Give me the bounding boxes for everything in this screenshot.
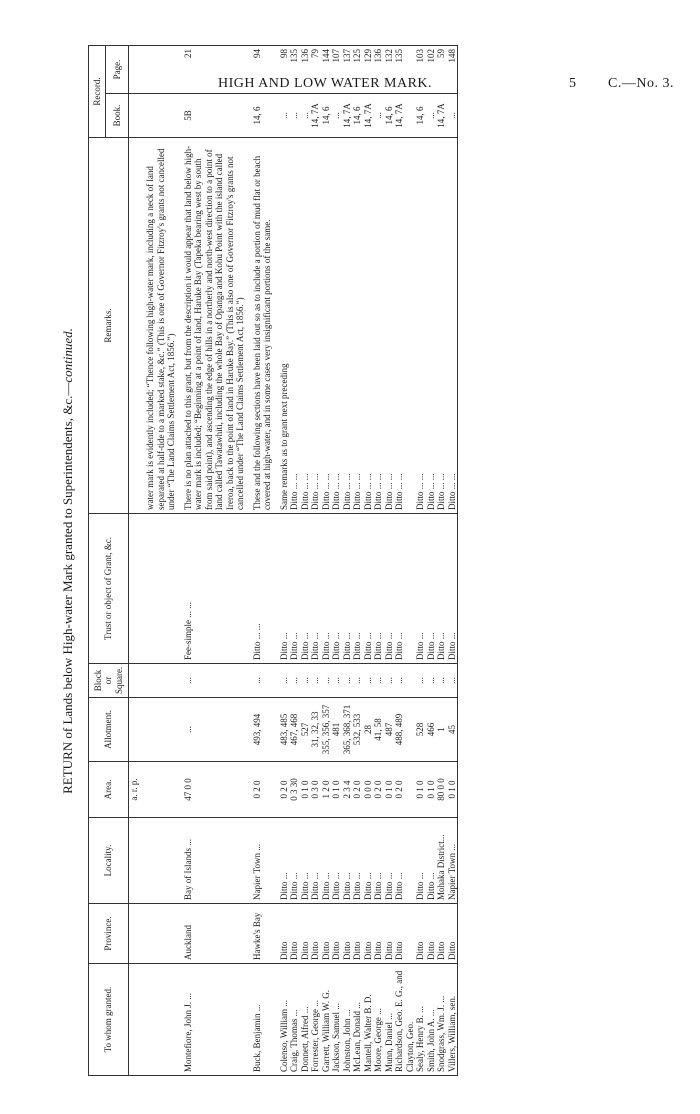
cell-book: 14, 6	[415, 94, 426, 138]
cell-allotment: 466	[426, 698, 437, 762]
cell-block: ...	[426, 664, 437, 698]
cell-remarks: Ditto ... ...	[384, 138, 395, 514]
cell-province: Ditto	[279, 904, 290, 964]
col-allotment: Allotment.	[89, 698, 129, 762]
cell-locality: Ditto ...	[331, 818, 342, 904]
cell-remarks: Ditto ... ...	[447, 138, 458, 514]
cell-trust: Ditto ...	[363, 514, 374, 664]
cell-book: 14, 7A	[436, 94, 447, 138]
cell-block: ...	[447, 664, 458, 698]
cell-book	[145, 94, 177, 138]
table-row	[447, 46, 458, 1076]
cell-locality: Ditto ...	[373, 818, 384, 904]
table-row	[342, 46, 353, 1076]
cell-province: Ditto	[384, 904, 395, 964]
cell-block: ...	[279, 664, 290, 698]
col-book: Book.	[106, 94, 129, 138]
cell-grantee: Jackson, Samuel ...	[331, 964, 342, 1076]
cell-province: Ditto	[363, 904, 374, 964]
table-row	[183, 46, 246, 1076]
cell-block: ...	[436, 664, 447, 698]
table-row	[310, 46, 321, 1076]
table-row	[436, 46, 447, 1076]
cell-province: Ditto	[321, 904, 332, 964]
cell-allotment: 527	[300, 698, 311, 762]
cell-trust: Ditto ...	[300, 514, 311, 664]
cell-remarks: Ditto ... ...	[342, 138, 353, 514]
cell-province: Ditto	[394, 904, 415, 964]
cell-trust: Ditto ...	[310, 514, 321, 664]
cell-area: 0 1 0	[331, 762, 342, 818]
cell-locality: Mohaka District...	[436, 818, 447, 904]
cell-book: ...	[279, 94, 290, 138]
cell-book: ...	[447, 94, 458, 138]
cell-page: 137	[342, 46, 353, 94]
cell-locality: Ditto ...	[321, 818, 332, 904]
cell-locality: Ditto ...	[289, 818, 300, 904]
cell-book: 14, 7A	[342, 94, 353, 138]
cell-page: 94	[252, 46, 273, 94]
cell-page: 102	[426, 46, 437, 94]
cell-allotment: 528	[415, 698, 426, 762]
cell-grantee: Johnston, John ...	[342, 964, 353, 1076]
cell-page: 125	[352, 46, 363, 94]
cell-page: 107	[331, 46, 342, 94]
cell-area: 0 1 0	[384, 762, 395, 818]
cell-allotment	[145, 698, 177, 762]
cell-trust: Ditto ...	[289, 514, 300, 664]
cell-block: ...	[289, 664, 300, 698]
cell-block: ...	[300, 664, 311, 698]
table-row	[415, 46, 426, 1076]
cell-locality: Ditto ...	[394, 818, 415, 904]
cell-locality: Ditto ...	[310, 818, 321, 904]
cell-area: 0 1 0	[415, 762, 426, 818]
document-number: C.—No. 3.	[608, 76, 674, 91]
table-row	[426, 46, 437, 1076]
cell-allotment: 45	[447, 698, 458, 762]
cell-allotment: 487	[384, 698, 395, 762]
cell-grantee: McLean, Donald ...	[352, 964, 363, 1076]
cell-block: ...	[331, 664, 342, 698]
cell-locality: Ditto ...	[352, 818, 363, 904]
cell-book: ...	[331, 94, 342, 138]
header-row	[89, 46, 106, 1076]
cell-page: 98	[279, 46, 290, 94]
cell-province: Auckland	[183, 904, 246, 964]
cell-province: Ditto	[447, 904, 458, 964]
cell-province: Ditto	[310, 904, 321, 964]
cell-locality: Ditto ...	[279, 818, 290, 904]
cell-block: ...	[321, 664, 332, 698]
cell-area: 2 3 4	[342, 762, 353, 818]
cell-grantee	[145, 964, 177, 1076]
cell-book: 14, 6	[384, 94, 395, 138]
lands-return-table	[88, 45, 458, 1076]
cell-grantee: Richardson, Geo. E. G., and Clayton, Geo.	[394, 964, 415, 1076]
cell-trust: Fee-simple ... ...	[183, 514, 246, 664]
cell-grantee: Smith, John A. ...	[426, 964, 437, 1076]
cell-allotment: 31, 32, 33	[310, 698, 321, 762]
area-units: a. r. p.	[129, 762, 146, 818]
cell-book: 14, 6	[352, 94, 363, 138]
cell-book: 14, 7A	[394, 94, 415, 138]
cell-page: 135	[394, 46, 415, 94]
cell-area: 0 0 0	[363, 762, 374, 818]
col-record: Record.	[89, 46, 106, 138]
page-number: 5	[569, 76, 577, 91]
col-area: Area.	[89, 762, 129, 818]
cell-page: 136	[300, 46, 311, 94]
cell-locality: Napier Town ...	[447, 818, 458, 904]
table-row	[363, 46, 374, 1076]
cell-remarks: These and the following sections have been laid out so as to include a portion of mud flat or beach covered at high-water, and in some cases very insignificant portions of the same.	[252, 138, 273, 514]
cell-province: Hawke's Bay	[252, 904, 273, 964]
cell-trust: Ditto ...	[394, 514, 415, 664]
cell-province	[145, 904, 177, 964]
table-row	[394, 46, 415, 1076]
cell-trust: Ditto ...	[384, 514, 395, 664]
cell-book: ...	[373, 94, 384, 138]
cell-province: Ditto	[331, 904, 342, 964]
cell-locality: Ditto ...	[426, 818, 437, 904]
page-title: HIGH AND LOW WATER MARK.	[217, 76, 433, 91]
cell-trust: Ditto ...	[279, 514, 290, 664]
cell-trust: Ditto ...	[436, 514, 447, 664]
cell-locality: Bay of Islands ...	[183, 818, 246, 904]
cell-page	[145, 46, 177, 94]
cell-grantee: Villers, William, sen.	[447, 964, 458, 1076]
table-row	[321, 46, 332, 1076]
table-row	[145, 46, 177, 1076]
cell-book: 14, 7A	[363, 94, 374, 138]
cell-area: 0 2 0	[252, 762, 273, 818]
table-row	[373, 46, 384, 1076]
cell-grantee: Garrett, William W. G.	[321, 964, 332, 1076]
cell-remarks: Ditto ... ...	[436, 138, 447, 514]
table-row	[300, 46, 311, 1076]
cell-remarks: Ditto ... ...	[415, 138, 426, 514]
cell-grantee: Colenso, William ...	[279, 964, 290, 1076]
cell-allotment: 467, 468	[289, 698, 300, 762]
cell-area: 0 1 0	[447, 762, 458, 818]
cell-remarks: Ditto ... ...	[394, 138, 415, 514]
cell-allotment: 365, 368, 371	[342, 698, 353, 762]
cell-grantee: Buck, Benjamin ...	[252, 964, 273, 1076]
cell-province: Ditto	[415, 904, 426, 964]
cell-area: 47 0 0	[183, 762, 246, 818]
cell-grantee: Montefiore, John J. ...	[183, 964, 246, 1076]
table-row	[352, 46, 363, 1076]
cell-trust: Ditto ...	[415, 514, 426, 664]
cell-remarks: Ditto ... ...	[426, 138, 437, 514]
cell-area: 80 0 0	[436, 762, 447, 818]
cell-remarks: Ditto ... ...	[289, 138, 300, 514]
cell-block: ...	[352, 664, 363, 698]
cell-grantee: Donnett, Alfred ...	[300, 964, 311, 1076]
cell-grantee: Mantell, Walter B. D.	[363, 964, 374, 1076]
cell-trust: Ditto ...	[321, 514, 332, 664]
cell-area: 0 2 0	[373, 762, 384, 818]
cell-block: ...	[394, 664, 415, 698]
cell-book: 14, 6	[252, 94, 273, 138]
cell-remarks: Ditto ... ...	[321, 138, 332, 514]
cell-block: ...	[183, 664, 246, 698]
cell-area: 0 1 0	[300, 762, 311, 818]
cell-grantee: Munn, Daniel ...	[384, 964, 395, 1076]
cell-page: 21	[183, 46, 246, 94]
cell-page: 132	[384, 46, 395, 94]
cell-grantee: Sealy, Henry B. ...	[415, 964, 426, 1076]
cell-block: ...	[252, 664, 273, 698]
cell-block: ...	[363, 664, 374, 698]
cell-area: 1 2 0	[321, 762, 332, 818]
cell-remarks: There is no plan attached to this grant, but from the description it would appear that land below high-water mark is included; “Beginning at a point of land, Haruke Bay (Tapeka bearing west by south from said point), and ascending the edge of hills in a northerly and north-west direction to a point of land called Tawatawhiti, including the whole Bay of Opanga and Kohu Point with the island called Ireroa, back to the point of land in Haruke Bay.” (This is also one of Governor Fitzroy's grants not cancelled under “The Land Claims Settlement Act, 1856.”)	[183, 138, 246, 514]
cell-grantee: Moore, George ...	[373, 964, 384, 1076]
cell-remarks: Ditto ... ...	[310, 138, 321, 514]
cell-remarks: Ditto ... ...	[300, 138, 311, 514]
cell-locality: Ditto ...	[415, 818, 426, 904]
cell-province: Ditto	[373, 904, 384, 964]
cell-allotment: 483, 485	[279, 698, 290, 762]
cell-area: 0 3 30	[289, 762, 300, 818]
cell-allotment: 41, 58	[373, 698, 384, 762]
cell-province: Ditto	[352, 904, 363, 964]
cell-remarks: Same remarks as to grant next preceding	[279, 138, 290, 514]
cell-trust: Ditto ...	[352, 514, 363, 664]
cell-allotment: 481	[331, 698, 342, 762]
col-remarks: Remarks.	[89, 138, 129, 514]
cell-allotment: 488, 489	[394, 698, 415, 762]
cell-block: ...	[415, 664, 426, 698]
cell-trust: Ditto ...	[331, 514, 342, 664]
cell-locality	[145, 818, 177, 904]
cell-remarks: water mark is evidently included; “Thence following high-water mark, including a neck of land separated at half-tide to a marked stake, &c.” (This is one of Governor Fitzroy's grants not cancelled under “The Land Claims Settlement Act, 1856.”)	[145, 138, 177, 514]
cell-book: ...	[289, 94, 300, 138]
table-row	[289, 46, 300, 1076]
cell-allotment: 28	[363, 698, 374, 762]
cell-block: ...	[310, 664, 321, 698]
col-province: Province.	[89, 904, 129, 964]
table-row	[252, 46, 273, 1076]
cell-block	[145, 664, 177, 698]
table-caption	[60, 46, 76, 1076]
cell-page: 135	[289, 46, 300, 94]
cell-area: 0 3 0	[310, 762, 321, 818]
cell-province: Ditto	[289, 904, 300, 964]
cell-province: Ditto	[436, 904, 447, 964]
cell-trust: Ditto ...	[426, 514, 437, 664]
cell-trust	[145, 514, 177, 664]
cell-area: 0 2 0	[394, 762, 415, 818]
cell-block: ...	[342, 664, 353, 698]
cell-remarks: Ditto ... ...	[352, 138, 363, 514]
cell-allotment: ...	[183, 698, 246, 762]
cell-trust: Ditto ...	[342, 514, 353, 664]
cell-allotment: 493, 494	[252, 698, 273, 762]
cell-page: 59	[436, 46, 447, 94]
col-page: Page.	[106, 46, 129, 94]
cell-page: 129	[363, 46, 374, 94]
cell-book: 14, 7A	[310, 94, 321, 138]
col-locality: Locality.	[89, 818, 129, 904]
cell-page: 136	[373, 46, 384, 94]
cell-area: 0 1 0	[426, 762, 437, 818]
cell-trust: Ditto ...	[447, 514, 458, 664]
cell-province: Ditto	[342, 904, 353, 964]
cell-grantee: Snodgrass, Wm. J. ...	[436, 964, 447, 1076]
table-row	[384, 46, 395, 1076]
cell-locality: Ditto ...	[384, 818, 395, 904]
cell-allotment: 355, 356, 357	[321, 698, 332, 762]
cell-book: 14, 6	[321, 94, 332, 138]
cell-allotment: 532, 533	[352, 698, 363, 762]
col-block: Block or Square.	[89, 664, 129, 698]
cell-book: 5B	[183, 94, 246, 138]
cell-allotment: 1	[436, 698, 447, 762]
cell-area: 0 2 0	[352, 762, 363, 818]
cell-page: 148	[447, 46, 458, 94]
cell-locality: Ditto ...	[363, 818, 374, 904]
caption-continued: continued.	[60, 328, 75, 383]
cell-block: ...	[373, 664, 384, 698]
cell-locality: Ditto ...	[300, 818, 311, 904]
cell-locality: Ditto ...	[342, 818, 353, 904]
cell-book: ...	[300, 94, 311, 138]
table-row	[331, 46, 342, 1076]
cell-grantee: Craig, Thomas ...	[289, 964, 300, 1076]
cell-page: 79	[310, 46, 321, 94]
cell-remarks: Ditto ... ...	[363, 138, 374, 514]
cell-grantee: Forrester, George ...	[310, 964, 321, 1076]
cell-area: 0 2 0	[279, 762, 290, 818]
table-row	[279, 46, 290, 1076]
units-row	[129, 46, 146, 1076]
cell-book: ...	[426, 94, 437, 138]
caption-main: RETURN of Lands below High-water Mark granted to Superintendents, &c.—	[60, 382, 75, 794]
cell-remarks: Ditto ... ...	[331, 138, 342, 514]
cell-block: ...	[384, 664, 395, 698]
cell-remarks: Ditto ... ...	[373, 138, 384, 514]
col-trust: Trust or object of Grant, &c.	[89, 514, 129, 664]
cell-page: 144	[321, 46, 332, 94]
rotated-table-area	[58, 46, 650, 1076]
cell-province: Ditto	[426, 904, 437, 964]
cell-trust: Ditto ...	[373, 514, 384, 664]
cell-area	[145, 762, 177, 818]
cell-locality: Napier Town ...	[252, 818, 273, 904]
cell-page: 103	[415, 46, 426, 94]
cell-trust: Ditto ... ...	[252, 514, 273, 664]
cell-province: Ditto	[300, 904, 311, 964]
col-grantee: To whom granted.	[89, 964, 129, 1076]
